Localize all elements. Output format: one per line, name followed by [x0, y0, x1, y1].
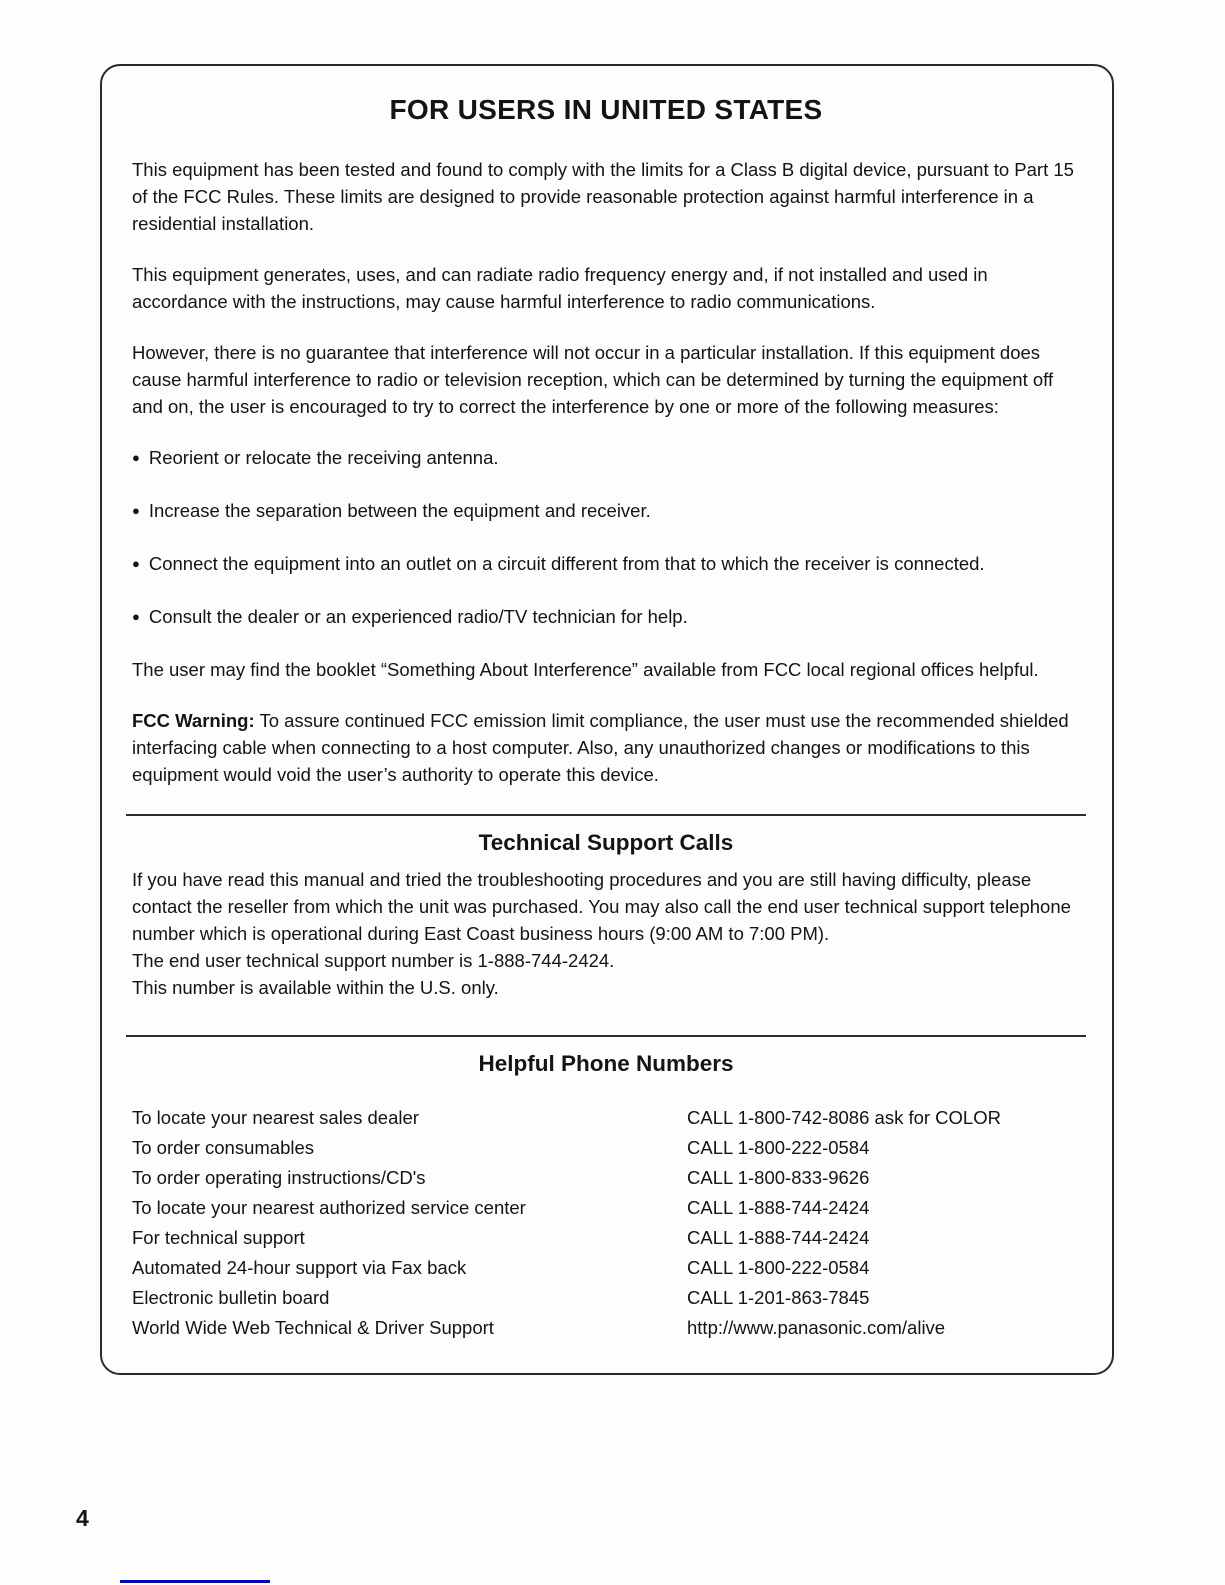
phone-row-value: CALL 1-800-833-9626 — [687, 1166, 870, 1188]
phone-numbers-heading: Helpful Phone Numbers — [478, 1051, 734, 1076]
notice-box — [100, 64, 1114, 1375]
bullet-icon: ● — [132, 503, 140, 518]
phone-row-label: Automated 24-hour support via Fax back — [132, 1256, 467, 1278]
paragraph-rf-energy: This equipment generates, uses, and can radiate radio frequency energy and, if not installed and used in accordance with the instructions, may cause harmful interference to radio communications. — [132, 264, 988, 312]
phone-row-value: CALL 1-800-222-0584 — [687, 1256, 870, 1278]
measures-list — [132, 444, 1080, 630]
list-item — [132, 444, 1080, 471]
phone-row-label: To locate your nearest sales dealer — [132, 1107, 419, 1128]
phone-row-value: CALL 1-800-742-8086 ask for COLOR — [687, 1107, 1001, 1128]
tech-support-body: If you have read this manual and tried the troubleshooting procedures and you are still having difficulty, please contact the reseller from which the unit was purchased. You may also call the end user technical support telephone number which is operational during East Coast business hours (9:00 AM to 7:00 PM). — [132, 869, 1071, 944]
scan-artifact-line — [120, 1580, 270, 1583]
paragraph-no-guarantee: However, there is no guarantee that interference will not occur in a particular installation. If this equipment does cause harmful interference to radio or television reception, which can be determined by turning the equipment off and on, the user is encouraged to try to correct the interference by one or more of the following measures: — [132, 342, 1054, 417]
phone-row-label: To locate your nearest authorized service center — [132, 1196, 526, 1218]
table-row — [132, 1163, 1080, 1193]
list-item-text: Connect the equipment into an outlet on a circuit different from that to which the receiver is connected. — [148, 553, 985, 574]
paragraph-fcc-warning — [132, 707, 1080, 788]
section-divider — [126, 814, 1086, 816]
tech-support-heading: Technical Support Calls — [478, 830, 734, 855]
section-divider — [126, 1035, 1086, 1037]
list-item — [132, 603, 1080, 630]
phone-row-label: To order consumables — [132, 1136, 315, 1158]
list-item-text: Increase the separation between the equipment and receiver. — [148, 500, 651, 521]
table-row — [132, 1223, 1080, 1253]
fcc-warning-label: FCC Warning: — [132, 710, 255, 731]
paragraph-compliance: This equipment has been tested and found to comply with the limits for a Class B digital device, pursuant to Part 15 of the FCC Rules. These limits are designed to provide reasonable protection against harmful interference in a residential installation. — [132, 159, 1074, 234]
table-row — [132, 1253, 1080, 1283]
tech-support-number-line: The end user technical support number is 1-888-744-2424. — [132, 950, 615, 971]
bullet-icon: ● — [132, 450, 140, 465]
table-row — [132, 1193, 1080, 1223]
phone-row-value: CALL 1-888-744-2424 — [687, 1196, 870, 1218]
phone-row-value: CALL 1-888-744-2424 — [687, 1226, 870, 1248]
phone-row-label: To order operating instructions/CD's — [132, 1166, 426, 1188]
phone-numbers-table — [132, 1103, 1080, 1343]
page-title: FOR USERS IN UNITED STATES — [389, 94, 823, 125]
bullet-icon: ● — [132, 556, 140, 571]
phone-row-label: For technical support — [132, 1226, 305, 1248]
paragraph-booklet-note: The user may find the booklet “Something About Interference” available from FCC local regional offices helpful. — [132, 659, 1039, 680]
table-row — [132, 1103, 1080, 1133]
bullet-icon: ● — [132, 609, 140, 624]
list-item-text: Reorient or relocate the receiving antenna. — [148, 447, 499, 468]
table-row — [132, 1283, 1080, 1313]
table-row — [132, 1133, 1080, 1163]
phone-row-value: http://www.panasonic.com/alive — [687, 1316, 946, 1338]
phone-row-value: CALL 1-201-863-7845 — [687, 1286, 870, 1308]
phone-row-label: World Wide Web Technical & Driver Support — [132, 1316, 494, 1338]
list-item — [132, 550, 1080, 577]
phone-row-label: Electronic bulletin board — [132, 1286, 330, 1308]
list-item — [132, 497, 1080, 524]
fcc-warning-text: To assure continued FCC emission limit compliance, the user must use the recommended shielded interfacing cable when connecting to a host computer. Also, any unauthorized changes or modifications to this equipment would void the user’s authority to operate this device. — [132, 710, 1069, 785]
tech-support-availability-line: This number is available within the U.S. only. — [132, 977, 499, 998]
phone-row-value: CALL 1-800-222-0584 — [687, 1136, 870, 1158]
list-item-text: Consult the dealer or an experienced radio/TV technician for help. — [148, 606, 688, 627]
table-row — [132, 1313, 1080, 1343]
page-number: 4 — [76, 1505, 89, 1531]
